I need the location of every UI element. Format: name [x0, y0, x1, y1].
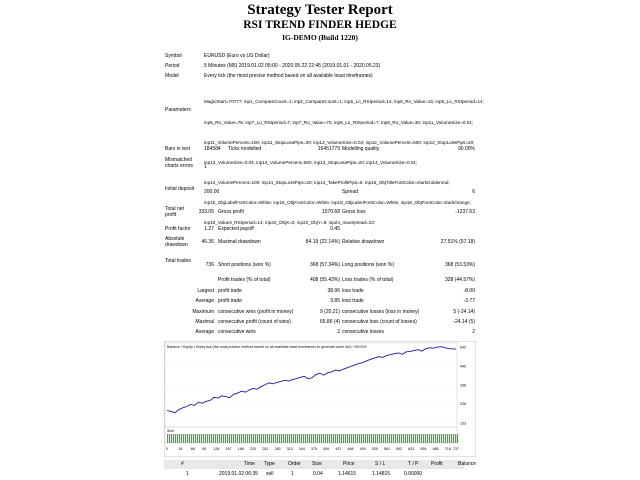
- size-bar: [421, 434, 422, 443]
- x-tick-label: 685: [432, 447, 439, 451]
- size-bar: [319, 434, 320, 443]
- size-bar: [263, 434, 264, 443]
- size-bar: [239, 434, 240, 443]
- size-bar: [277, 434, 278, 443]
- size-bar: [229, 434, 230, 443]
- size-bar: [419, 434, 420, 443]
- size-bar: [437, 434, 438, 443]
- spread-value: 6: [472, 189, 475, 195]
- size-bar: [213, 434, 214, 443]
- x-tick-label: 375: [311, 447, 318, 451]
- size-bar: [405, 434, 406, 443]
- maximal-loss-value: -24.14 (5): [453, 319, 475, 325]
- row-number: 1: [186, 471, 189, 477]
- size-bar: [373, 434, 374, 443]
- net-profit-label: Total net profit: [165, 206, 184, 218]
- x-tick-label: 468: [347, 447, 354, 451]
- col-balance: Balance: [458, 461, 477, 467]
- max-dd-label: Maximal drawdown: [218, 239, 261, 245]
- x-tick-label: 592: [396, 447, 403, 451]
- gross-profit-label: Gross profit: [218, 209, 244, 215]
- x-tick-label: 126: [213, 447, 220, 451]
- param-line: inp14_VolumePercent=100; inp14_StopLossPips=20; inp14_TakeProfitPips=5; inp15_ObjTitleFontColor=DarkGoldenrod;: [204, 179, 450, 185]
- x-tick-label: 0: [166, 447, 168, 451]
- x-tick-label: 437: [335, 447, 342, 451]
- size-bar: [367, 434, 368, 443]
- size-bar: [381, 434, 382, 443]
- y-tick-label: 440: [460, 364, 466, 369]
- size-bar: [243, 434, 244, 443]
- size-bar: [443, 434, 444, 443]
- abs-dd-value: 46.36: [201, 239, 214, 245]
- size-bar: [237, 434, 238, 443]
- size-bar: [349, 434, 350, 443]
- largest-profit-value: 38.96: [327, 288, 340, 294]
- size-bar: [273, 434, 274, 443]
- x-tick-label: 561: [383, 447, 390, 451]
- model-value: Every tick (the most precise method based on all available least timeframes): [204, 73, 373, 79]
- size-bar: [261, 434, 262, 443]
- size-bar: [303, 434, 304, 443]
- size-bar: [223, 434, 224, 443]
- size-bar: [413, 434, 414, 443]
- loss-trades-label: Loss trades (% of total): [342, 277, 394, 283]
- size-bar: [209, 434, 210, 443]
- chart-legend: Balance / Equity / Every tick (the most precise method based on all available least timeframes to generate each tick) / 90.00%: [167, 345, 367, 349]
- spread-label: Spread: [342, 189, 359, 195]
- size-bar: [447, 434, 448, 443]
- size-bar: [453, 434, 454, 443]
- size-bar: [355, 434, 356, 443]
- bars-value: 184584: [204, 146, 221, 152]
- largest-loss-value: -8.00: [463, 288, 475, 294]
- gross-profit-value: 1570.68: [321, 209, 340, 215]
- avg-loss-value: -3.77: [463, 298, 475, 304]
- row-order: 1: [291, 471, 294, 477]
- size-bar: [345, 434, 346, 443]
- param-line: MagicStart=70777; inp1_CompareCount=1; inp2_CompareCount=1; inp5_Lo_RSIperiod=14; inp5_Ro_Value=15; inp5_Lo_RSIperiod=14;: [204, 99, 484, 105]
- deposit-label: Initial deposit: [165, 186, 195, 192]
- param-line: inp15_ObjLabelFontColor=White; inp15_ObjFontColor=White; inp18_ObjLabelFontColor=White; inp18_ObjFontColor=DarkOrange;: [204, 199, 471, 205]
- size-bar: [205, 434, 206, 443]
- size-bar: [411, 434, 412, 443]
- size-bar: [191, 434, 192, 443]
- col-order: Order: [288, 461, 301, 467]
- size-bar: [403, 434, 404, 443]
- size-bar: [377, 434, 378, 443]
- size-bar: [221, 434, 222, 443]
- maximum-label: Maximum: [192, 309, 214, 315]
- col-tp: T / P: [408, 461, 419, 467]
- size-bar: [295, 434, 296, 443]
- profit-factor-label: Profit factor: [165, 226, 191, 232]
- size-bar: [269, 434, 270, 443]
- size-bar: [371, 434, 372, 443]
- short-label: Short positions (won %): [218, 262, 271, 268]
- size-bar: [189, 434, 190, 443]
- symbol-value: EURUSD (Euro vs US Dollar): [204, 53, 270, 59]
- row-size: 0.04: [313, 471, 323, 477]
- col-time: Time: [244, 461, 255, 467]
- x-tick-label: 716: [444, 447, 451, 451]
- size-bar: [451, 434, 452, 443]
- size-bar: [361, 434, 362, 443]
- avg-profit-value: 3.85: [330, 298, 340, 304]
- param-line: inp11_VolumePercent=100; inp11_StopLossPips=20; inp12_VolumeSize=0.04; inp12_VolumePercent=500; inp12_StopLossPips=20;: [204, 139, 475, 145]
- largest-profit-label: profit trade: [218, 288, 242, 294]
- size-bar: [171, 434, 172, 443]
- symbol-label: Symbol: [165, 53, 182, 59]
- x-tick-label: 188: [237, 447, 244, 451]
- net-profit-value: 333.05: [198, 209, 214, 215]
- size-bar: [289, 434, 290, 443]
- size-bar: [427, 434, 428, 443]
- size-bar: [383, 434, 384, 443]
- mismatched-value: 1: [204, 164, 207, 170]
- average2-label: Average: [195, 329, 214, 335]
- report-subtitle: RSI TREND FINDER HEDGE: [243, 19, 397, 31]
- profit-trades-label: Profit trades (% of total): [218, 277, 271, 283]
- size-bar: [265, 434, 266, 443]
- size-bar: [197, 434, 198, 443]
- col-sl: S / L: [375, 461, 386, 467]
- size-bar: [351, 434, 352, 443]
- row-price: 1.14615: [338, 471, 357, 477]
- size-bar: [393, 434, 394, 443]
- size-bar: [429, 434, 430, 443]
- expected-payoff-label: Expected payoff: [218, 226, 254, 232]
- param-line: inp6_Ro_Value=75; inp7_Lo_RSIperiod=7; inp7_Ro_Value=70; inp8_Lo_RSIperiod=7; inp8_Ro_Value=30; inp11_VolumeSize=0.01;: [204, 119, 474, 125]
- size-bar: [399, 434, 400, 443]
- x-tick-label: 406: [323, 447, 330, 451]
- avg-loss-label: loss trade: [342, 298, 364, 304]
- maximal-label: Maximal: [195, 319, 214, 325]
- y-tick-label: 133: [460, 421, 466, 426]
- size-bar: [339, 434, 340, 443]
- x-tick-label: 654: [420, 447, 427, 451]
- maximal-profit-label: consecutive profit (count of wins): [218, 319, 291, 325]
- size-bar: [247, 434, 248, 443]
- size-bar: [337, 434, 338, 443]
- expected-payoff-value: 0.45: [330, 226, 340, 232]
- avg-wins-label: consecutive wins: [218, 329, 256, 335]
- size-bar: [291, 434, 292, 443]
- y-tick-label: 338: [460, 383, 466, 388]
- avg-profit-label: profit trade: [218, 298, 242, 304]
- size-bar: [167, 434, 168, 443]
- size-bar: [203, 434, 204, 443]
- report-title: Strategy Tester Report: [247, 2, 393, 18]
- max-dd-value: 84.19 (22.14%): [305, 239, 340, 245]
- size-bar: [435, 434, 436, 443]
- size-bar: [343, 434, 344, 443]
- size-bar: [211, 434, 212, 443]
- maximal-loss-label: consecutive loss (count of losses): [342, 319, 417, 325]
- size-bar: [241, 434, 242, 443]
- size-bar: [439, 434, 440, 443]
- period-value: 5 Minutes (M5) 2019.01.02 05:00 - 2020.05.22 22:45 (2019.01.01 - 2020.05.23): [204, 63, 381, 69]
- max-wins-value: 9 (20.21): [319, 309, 340, 315]
- size-bar: [389, 434, 390, 443]
- max-wins-label: consecutive wins (profit in money): [218, 309, 294, 315]
- size-bar: [227, 434, 228, 443]
- gross-loss-label: Gross loss: [342, 209, 366, 215]
- size-bar: [441, 434, 442, 443]
- size-bar: [327, 434, 328, 443]
- size-bar: [347, 434, 348, 443]
- x-tick-label: 313: [286, 447, 293, 451]
- row-time: 2019.01.02 06:35: [219, 471, 258, 477]
- size-bar: [423, 434, 424, 443]
- maximal-profit-value: 65.86 (4): [319, 319, 340, 325]
- size-bar: [445, 434, 446, 443]
- row-tp: 0.00000: [404, 471, 423, 477]
- col-type: Type: [264, 461, 275, 467]
- profit-trades-value: 408 (55.43%): [309, 277, 340, 283]
- size-bar: [251, 434, 252, 443]
- size-bar: [235, 434, 236, 443]
- x-tick-label: 623: [408, 447, 415, 451]
- rel-dd-label: Relative drawdown: [342, 239, 385, 245]
- param-line: inp13_VolumeSize=0.04; inp13_VolumePercent=500; inp13_StopLossPips=20; inp14_VolumeSize=0.01;: [204, 159, 418, 165]
- x-tick-label: 251: [262, 447, 269, 451]
- col-size: Size: [312, 461, 322, 467]
- size-bar: [415, 434, 416, 443]
- size-bar: [187, 434, 188, 443]
- size-bar: [199, 434, 200, 443]
- size-bar: [433, 434, 434, 443]
- size-bar: [217, 434, 218, 443]
- size-bar: [365, 434, 366, 443]
- largest-loss-label: loss trade: [342, 288, 364, 294]
- size-bar: [341, 434, 342, 443]
- size-bar: [257, 434, 258, 443]
- x-tick-label: 157: [225, 447, 232, 451]
- size-bar: [313, 434, 314, 443]
- x-tick-label: 95: [202, 447, 207, 451]
- parameters-label: Parameters: [165, 107, 191, 113]
- report-server: IG-DEMO (Build 1220): [282, 33, 358, 42]
- deposit-value: 200.00: [204, 189, 220, 195]
- x-tick-label: 344: [298, 447, 305, 451]
- size-bar: [249, 434, 250, 443]
- size-bar: [293, 434, 294, 443]
- long-label: Long positions (won %): [342, 262, 394, 268]
- model-label: Model: [165, 73, 179, 79]
- gross-loss-value: -1237.63: [455, 209, 475, 215]
- size-bar: [407, 434, 408, 443]
- total-trades-value: 736: [205, 262, 214, 268]
- size-bar: [325, 434, 326, 443]
- size-bar: [305, 434, 306, 443]
- size-bar: [279, 434, 280, 443]
- avg-losses-label: consecutive losses: [342, 329, 384, 335]
- size-bar: [311, 434, 312, 443]
- size-bar: [309, 434, 310, 443]
- size-bar: [391, 434, 392, 443]
- size-bar: [317, 434, 318, 443]
- size-bar: [259, 434, 260, 443]
- size-bar: [281, 434, 282, 443]
- size-bar: [431, 434, 432, 443]
- col-price: Price: [343, 461, 355, 467]
- size-bar: [397, 434, 398, 443]
- size-bar: [271, 434, 272, 443]
- total-trades-label: Total trades: [165, 258, 191, 264]
- size-bar: [267, 434, 268, 443]
- size-bar: [285, 434, 286, 443]
- param-line: inp18_Value3_RSIperiod=14; inp22_ObjX=0; inp22_ObjY=8; inp24_maxSpread=10;: [204, 220, 376, 226]
- size-bar: [253, 434, 254, 443]
- long-value: 368 (53.53%): [444, 262, 475, 268]
- size-bar: [179, 434, 180, 443]
- col-number: #: [181, 461, 184, 467]
- loss-trades-value: 328 (44.57%): [444, 277, 475, 283]
- size-bar: [219, 434, 220, 443]
- y-tick-label: 236: [460, 402, 466, 407]
- size-bar: [193, 434, 194, 443]
- size-bar: [331, 434, 332, 443]
- size-bar: [195, 434, 196, 443]
- size-bar: [301, 434, 302, 443]
- size-bar: [449, 434, 450, 443]
- size-bar: [417, 434, 418, 443]
- size-bar: [297, 434, 298, 443]
- size-bar: [395, 434, 396, 443]
- ticks-label: Ticks modelled: [228, 146, 262, 152]
- size-bar: [363, 434, 364, 443]
- row-type: sell: [266, 471, 274, 477]
- ticks-value: 16451779: [317, 146, 340, 152]
- size-bar: [201, 434, 202, 443]
- size-bar: [335, 434, 336, 443]
- x-tick-label: 282: [274, 447, 281, 451]
- size-bar: [215, 434, 216, 443]
- quality-value: 90.00%: [458, 146, 475, 152]
- x-tick-label: 499: [359, 447, 366, 451]
- size-bar: [307, 434, 308, 443]
- size-bar: [207, 434, 208, 443]
- x-tick-label: 737: [453, 447, 459, 451]
- size-bar: [401, 434, 402, 443]
- profit-factor-value: 1.27: [204, 226, 214, 232]
- size-bar: [287, 434, 288, 443]
- period-label: Period: [165, 63, 180, 69]
- size-bar: [409, 434, 410, 443]
- size-bar: [245, 434, 246, 443]
- short-value: 368 (57.34%): [309, 262, 340, 268]
- abs-dd-label: Absolute drawdown: [165, 236, 188, 248]
- mismatched-label: Mismatched charts errors: [165, 157, 194, 169]
- size-bar: [183, 434, 184, 443]
- size-bar: [181, 434, 182, 443]
- size-label: Size: [167, 429, 174, 433]
- max-losses-label: consecutive losses (loss in money): [342, 309, 420, 315]
- x-tick-label: 220: [250, 447, 257, 451]
- x-tick-label: 530: [371, 447, 378, 451]
- size-bar: [185, 434, 186, 443]
- largest-label: Largest: [197, 288, 214, 294]
- size-bar: [275, 434, 276, 443]
- average-label: Average: [195, 298, 214, 304]
- size-bar: [255, 434, 256, 443]
- size-bar: [299, 434, 300, 443]
- size-bar: [387, 434, 388, 443]
- size-bar: [233, 434, 234, 443]
- size-bar: [169, 434, 170, 443]
- y-tick-label: 542: [460, 345, 466, 350]
- size-bar: [353, 434, 354, 443]
- size-bar: [321, 434, 322, 443]
- avg-wins-value: 2: [337, 329, 340, 335]
- size-bar: [173, 434, 174, 443]
- x-tick-label: 34: [178, 447, 183, 451]
- size-bar: [175, 434, 176, 443]
- size-bar: [357, 434, 358, 443]
- row-sl: 1.14815: [372, 471, 391, 477]
- size-bar: [315, 434, 316, 443]
- size-bar: [333, 434, 334, 443]
- size-bar: [323, 434, 324, 443]
- bars-label: Bars in test: [165, 146, 191, 152]
- size-bar: [231, 434, 232, 443]
- size-bar: [457, 434, 458, 443]
- size-bar: [385, 434, 386, 443]
- size-bar: [375, 434, 376, 443]
- balance-chart: [164, 341, 476, 457]
- size-bar: [369, 434, 370, 443]
- size-bar: [425, 434, 426, 443]
- size-bar: [329, 434, 330, 443]
- col-profit: Profit: [431, 461, 443, 467]
- size-bar: [225, 434, 226, 443]
- rel-dd-value: 27.51% (57.18): [440, 239, 475, 245]
- size-bar: [177, 434, 178, 443]
- size-bar: [455, 434, 456, 443]
- max-losses-value: 5 (-24.14): [453, 309, 475, 315]
- quality-label: Modelling quality: [342, 146, 380, 152]
- size-bar: [283, 434, 284, 443]
- x-tick-label: 66: [190, 447, 195, 451]
- size-bar: [379, 434, 380, 443]
- avg-losses-value: 2: [472, 329, 475, 335]
- size-bar: [359, 434, 360, 443]
